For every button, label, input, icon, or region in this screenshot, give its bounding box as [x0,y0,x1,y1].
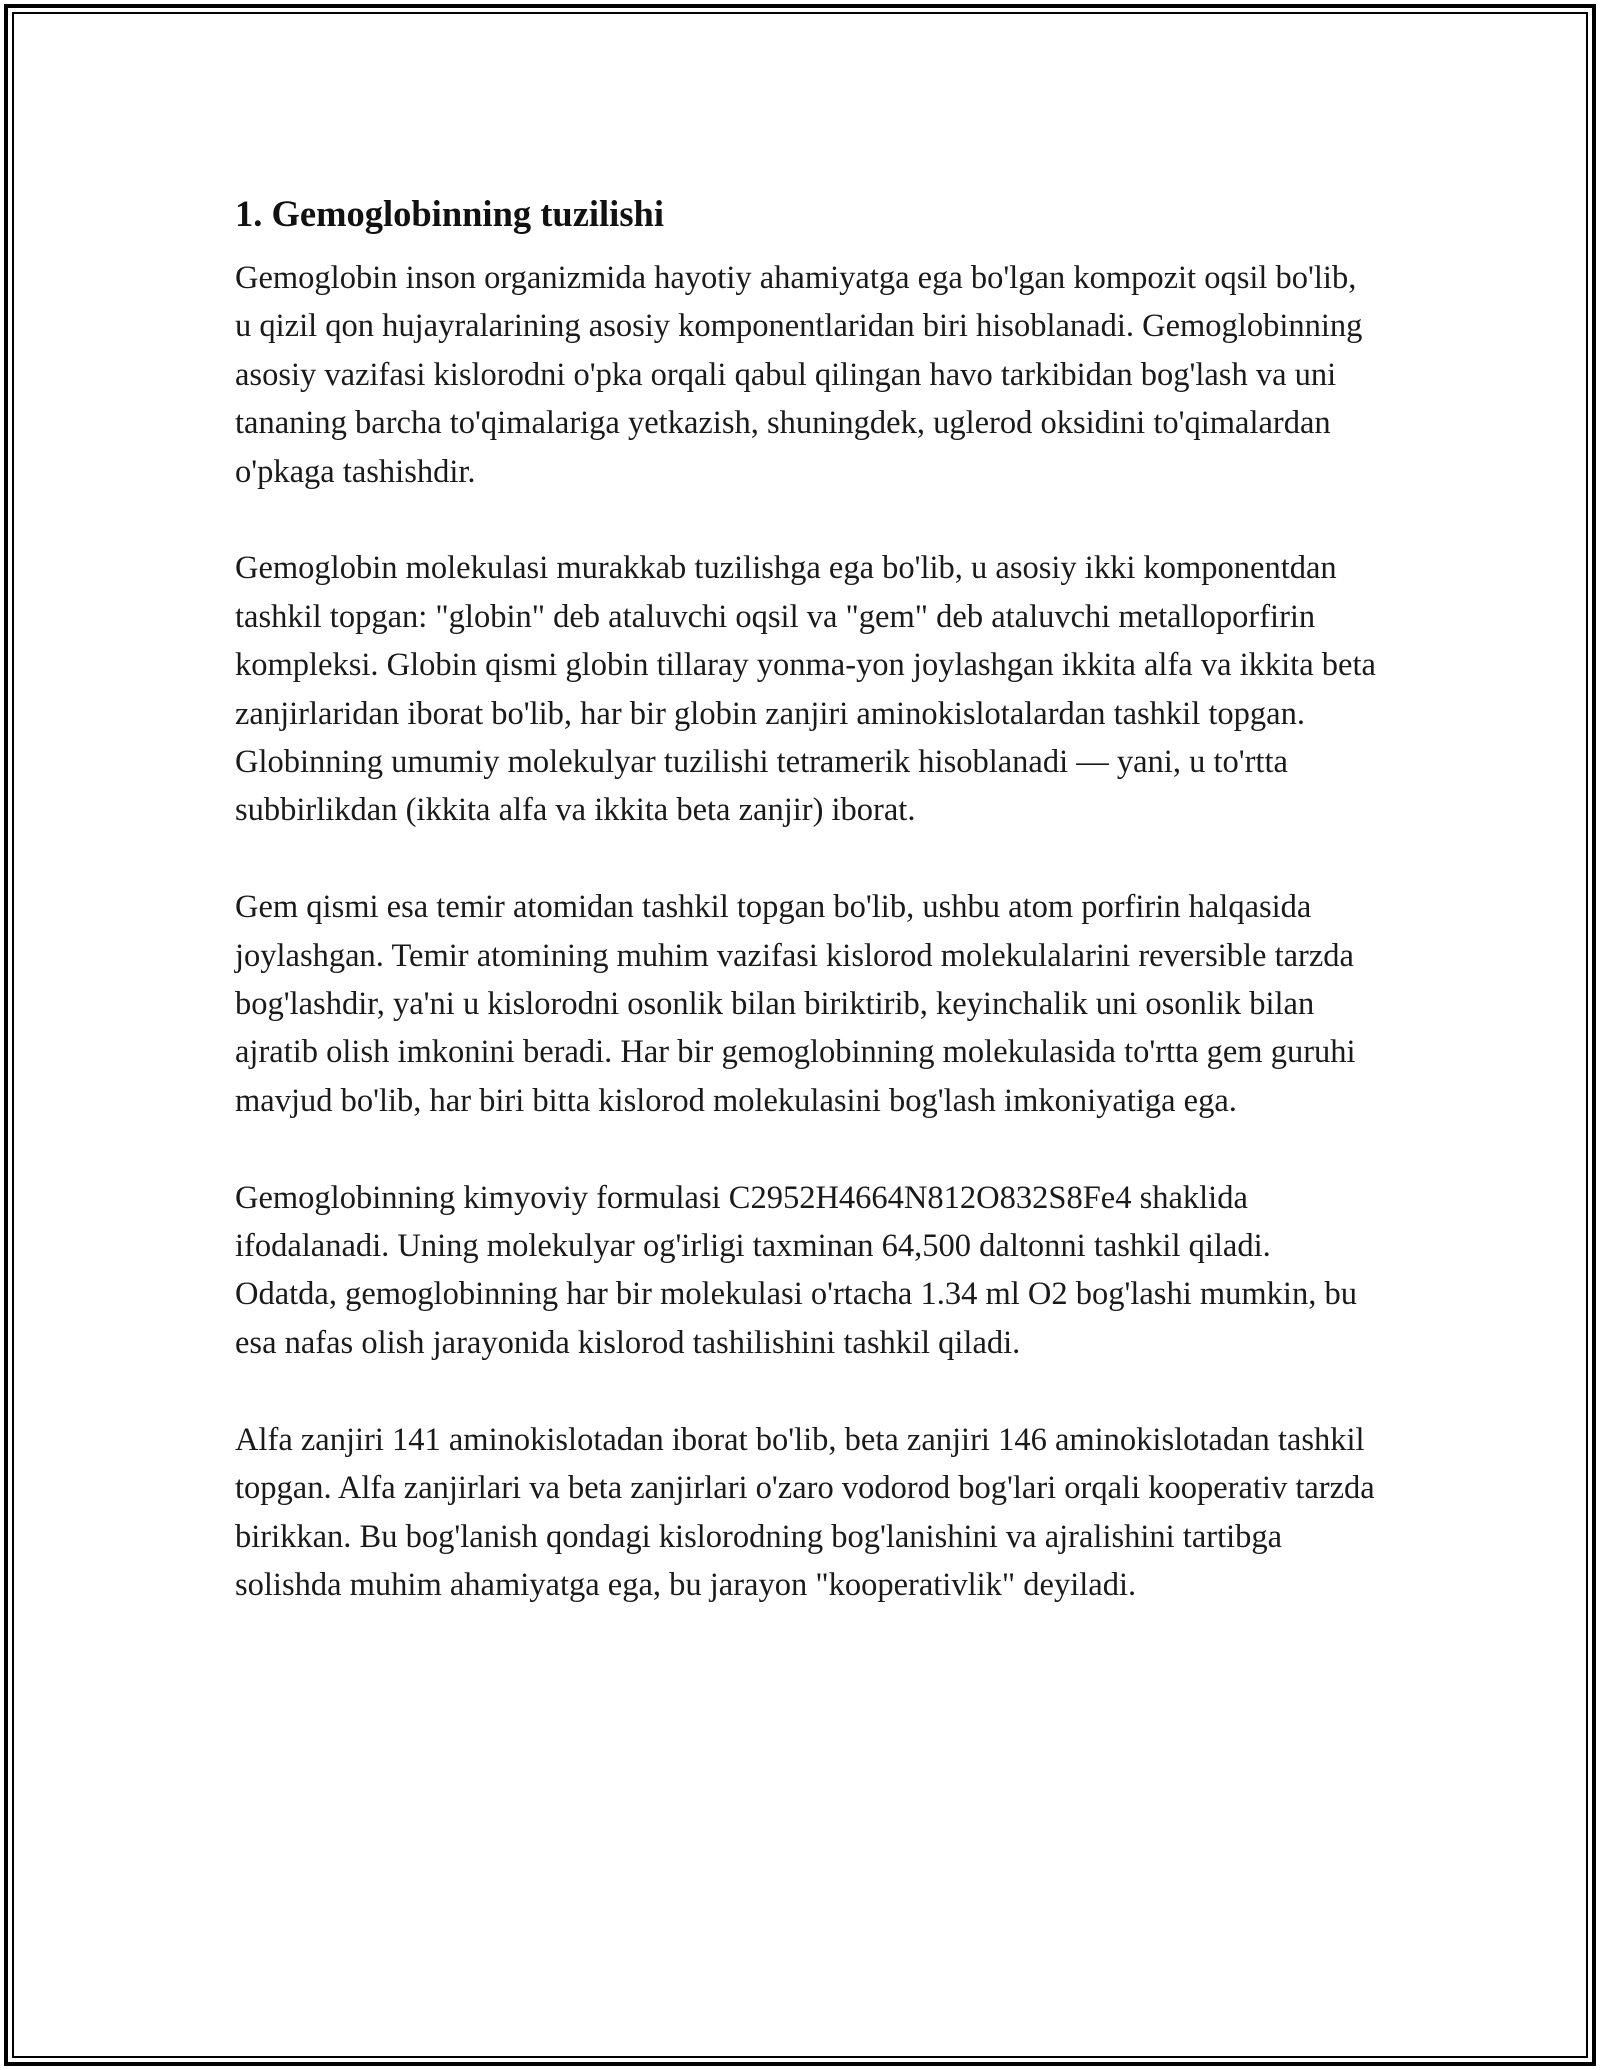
section-heading: 1. Gemoglobinning tuzilishi [235,193,664,234]
document-body [235,186,1380,1658]
paragraph-2: Gemoglobin molekulasi murakkab tuzilishga ega bo'lib, u asosiy ikki komponentdan tashkil topgan: "globin" deb ataluvchi oqsil va "gem" deb ataluvchi metalloporfirin kompleksi. Globin qismi globin tillaray yonma-yon joylashgan ikkita alfa va ikkita beta zanjirlaridan iborat bo'lib, har bir globin zanjiri aminokislotalardan tashkil topgan. Globinning umumiy molekulyar tuzilishi tetramerik hisoblanadi — yani, u to'rtta subbirlikdan (ikkita alfa va ikkita beta zanjir) iborat. [235,550,1376,829]
paragraph-3: Gem qismi esa temir atomidan tashkil topgan bo'lib, ushbu atom porfirin halqasida joylashgan. Temir atomining muhim vazifasi kislorod molekulalarini reversible tarzda bog'lashdir, ya'ni u kislorodni osonlik bilan biriktirib, keyinchalik uni osonlik bilan ajratib olish imkonini beradi. Har bir gemoglobinning molekulasida to'rtta gem guruhi mavjud bo'lib, har biri bitta kislorod molekulasini bog'lash imkoniyatiga ega. [235,889,1356,1119]
paragraph-5: Alfa zanjiri 141 aminokislotadan iborat bo'lib, beta zanjiri 146 aminokislotadan tashkil topgan. Alfa zanjirlari va beta zanjirlari o'zaro vodorod bog'lari orqali kooperativ tarzda birikkan. Bu bog'lanish qondagi kislorodning bog'lanishini va ajralishini tartibga solishda muhim ahamiyatga ega, bu jarayon "kooperativlik" deyiladi. [235,1421,1375,1603]
paragraph-4: Gemoglobinning kimyoviy formulasi C2952H4664N812O832S8Fe4 shaklida ifodalanadi. Uning molekulyar og'irligi taxminan 64,500 daltonni tashkil qiladi. Odatda, gemoglobinning har bir molekulasi o'rtacha 1.34 ml O2 bog'lashi mumkin, bu esa nafas olish jarayonida kislorod tashilishini tashkil qiladi. [235,1179,1357,1361]
paragraph-1: Gemoglobin inson organizmida hayotiy ahamiyatga ega bo'lgan kompozit oqsil bo'lib, u qizil qon hujayralarining asosiy komponentlaridan biri hisoblanadi. Gemoglobinning asosiy vazifasi kislorodni o'pka orqali qabul qilingan havo tarkibidan bog'lash va uni tananing barcha to'qimalariga yetkazish, shuningdek, uglerod oksidini to'qimalardan o'pkaga tashishdir. [235,260,1363,490]
